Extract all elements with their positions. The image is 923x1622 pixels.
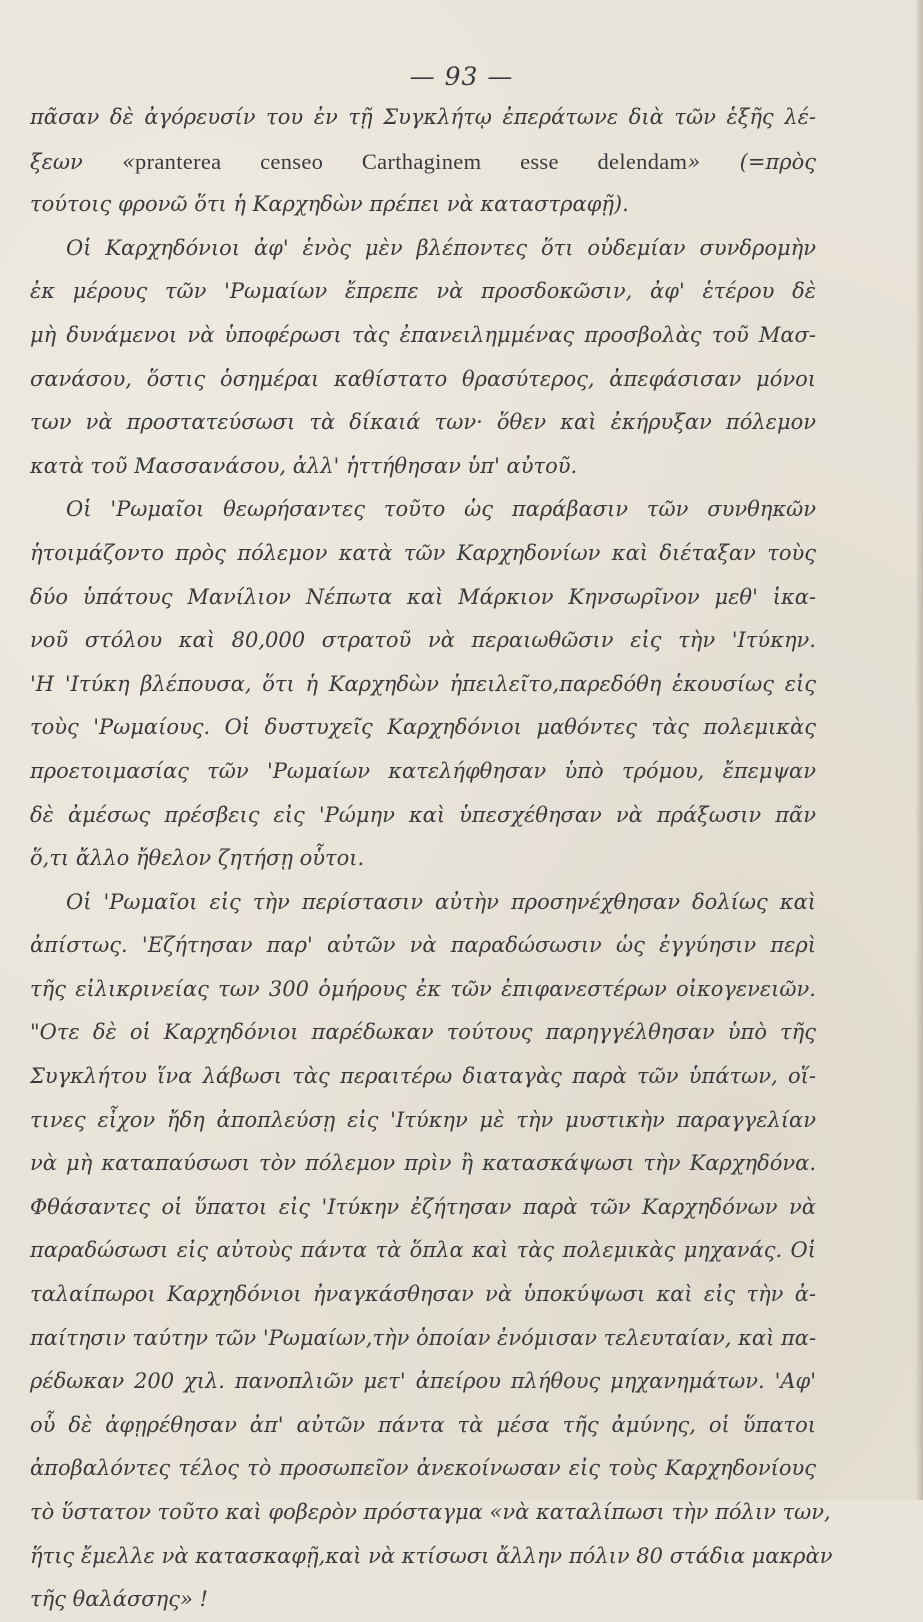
text-line: ὅ,τι ἄλλο ἤθελον ζητήσῃ οὗτοι. bbox=[30, 846, 365, 871]
text-line: ἀπίστως. 'Εζήτησαν παρ' αὐτῶν νὰ παραδώσωσιν ὡς ἐγγύησιν περὶ bbox=[30, 933, 816, 958]
text-line: μὴ δυνάμενοι νὰ ὑποφέρωσι τὰς ἐπανειλημμένας προσβολὰς τοῦ Μασ- bbox=[30, 322, 816, 347]
page-number: — 93 — bbox=[409, 62, 514, 91]
text-line: ἡτοιμάζοντο πρὸς πόλεμον κατὰ τῶν Καρχηδονίων καὶ διέταξαν τοὺς bbox=[30, 540, 816, 565]
text-line: Συγκλήτου ἵνα λάβωσι τὰς περαιτέρω διαταγὰς παρὰ τῶν ὑπάτων, οἵ- bbox=[30, 1064, 816, 1089]
text-line: τῆς εἰλικρινείας των 300 ὁμήρους ἐκ τῶν ἐπιφανεστέρων οἰκογενειῶν. bbox=[30, 976, 816, 1001]
text-line: των νὰ προστατεύσωσι τὰ δίκαιά των· ὅθεν καὶ ἐκήρυξαν πόλεμον bbox=[30, 410, 816, 435]
text-line: τῆς θαλάσσης» ! bbox=[30, 1587, 208, 1612]
text-line: ρέδωκαν 200 χιλ. πανοπλιῶν μετ' ἀπείρου πλήθους μηχανημάτων. 'Αφ' bbox=[30, 1369, 816, 1394]
text-line: Οἱ Καρχηδόνιοι ἀφ' ἑνὸς μὲν βλέποντες ὅτι οὐδεμίαν συνδρομὴν bbox=[66, 235, 816, 260]
text-line: ταλαίπωροι Καρχηδόνιοι ἠναγκάσθησαν νὰ ὑποκύψωσι καὶ εἰς τὴν ἀ- bbox=[30, 1282, 816, 1307]
text-line: ἐκ μέρους τῶν 'Ρωμαίων ἔπρεπε νὰ προσδοκῶσιν, ἀφ' ἑτέρου δὲ bbox=[30, 279, 816, 304]
text-line: ἥτις ἔμελλε νὰ κατασκαφῇ,καὶ νὰ κτίσωσι ἄλλην πόλιν 80 στάδια μακρὰν bbox=[30, 1543, 833, 1568]
text-segment: ξεων « bbox=[30, 149, 136, 174]
latin-quote: pranterea censeo Carthaginem esse delendam bbox=[135, 148, 688, 174]
text-line: προετοιμασίας τῶν 'Ρωμαίων κατελήφθησαν ὑπὸ τρόμου, ἔπεμψαν bbox=[30, 758, 816, 783]
text-line: τοὺς 'Ρωμαίους. Οἱ δυστυχεῖς Καρχηδόνιοι μαθόντες τὰς πολεμικὰς bbox=[30, 715, 816, 740]
text-line: Οἱ 'Ρωμαῖοι θεωρήσαντες τοῦτο ὡς παράβασιν τῶν συνθηκῶν bbox=[66, 497, 816, 522]
text-line: οὗ δὲ ἀφῃρέθησαν ἀπ' αὐτῶν πάντα τὰ μέσα τῆς ἀμύνης, οἱ ὕπατοι bbox=[30, 1412, 816, 1437]
text-line: νὰ μὴ καταπαύσωσι τὸν πόλεμον πρὶν ἢ κατασκάψωσι τὴν Καρχηδόνα. bbox=[30, 1151, 816, 1176]
text-line: σανάσου, ὅστις ὁσημέραι καθίστατο θρασύτερος, ἀπεφάσισαν μόνοι bbox=[30, 366, 816, 391]
text-line: "Οτε δὲ οἱ Καρχηδόνιοι παρέδωκαν τούτους παρηγγέλθησαν ὑπὸ τῆς bbox=[30, 1020, 816, 1045]
text-line: παραδώσωσι εἰς αὐτοὺς πάντα τὰ ὅπλα καὶ τὰς πολεμικὰς μηχανάς. Οἱ bbox=[30, 1238, 816, 1263]
text-line: κατὰ τοῦ Μασσανάσου, ἀλλ' ἡττήθησαν ὑπ' αὐτοῦ. bbox=[30, 453, 578, 478]
text-line: Φθάσαντες οἱ ὕπατοι εἰς 'Ιτύκην ἐζήτησαν παρὰ τῶν Καρχηδόνων νὰ bbox=[30, 1194, 816, 1219]
text-line: 'Η 'Ιτύκη βλέπουσα, ὅτι ἡ Καρχηδὼν ἠπειλεῖτο,παρεδόθη ἑκουσίως εἰς bbox=[30, 671, 816, 696]
text-line: δύο ὑπάτους Μανίλιον Νέπωτα καὶ Μάρκιον Κηνσωρῖνον μεθ' ἱκα- bbox=[30, 584, 816, 609]
text-line: πᾶσαν δὲ ἀγόρευσίν του ἐν τῇ Συγκλήτῳ ἐπεράτωνε διὰ τῶν ἑξῆς λέ- bbox=[30, 105, 816, 129]
text-line: ἀποβαλόντες τέλος τὸ προσωπεῖον ἀνεκοίνωσαν εἰς τοὺς Καρχηδονίους bbox=[30, 1456, 816, 1481]
text-line: δὲ ἀμέσως πρέσβεις εἰς 'Ρώμην καὶ ὑπεσχέθησαν νὰ πράξωσιν πᾶν bbox=[30, 802, 816, 827]
text-line: τινες εἶχον ἤδη ἀποπλεύσῃ εἰς 'Ιτύκην μὲ τὴν μυστικὴν παραγγελίαν bbox=[30, 1107, 816, 1132]
text-line: τούτοις φρονῶ ὅτι ἡ Καρχηδὼν πρέπει νὰ καταστραφῇ). bbox=[30, 192, 629, 217]
body-text bbox=[30, 96, 833, 1622]
text-line: νοῦ στόλου καὶ 80,000 στρατοῦ νὰ περαιωθῶσιν εἰς τὴν 'Ιτύκην. bbox=[30, 628, 816, 653]
text-line bbox=[30, 140, 816, 184]
text-segment: » (=πρὸς bbox=[687, 149, 816, 174]
text-line: παίτησιν ταύτην τῶν 'Ρωμαίων,τὴν ὁποίαν ἐνόμισαν τελευταίαν, καὶ πα- bbox=[30, 1325, 817, 1350]
text-line: Οἱ 'Ρωμαῖοι εἰς τὴν περίστασιν αὐτὴν προσηνέχθησαν δολίως καὶ bbox=[66, 889, 816, 914]
page-edge-shadow bbox=[915, 0, 923, 1500]
text-line: τὸ ὕστατον τοῦτο καὶ φοβερὸν πρόσταγμα «νὰ καταλίπωσι τὴν πόλιν των, bbox=[30, 1500, 831, 1524]
